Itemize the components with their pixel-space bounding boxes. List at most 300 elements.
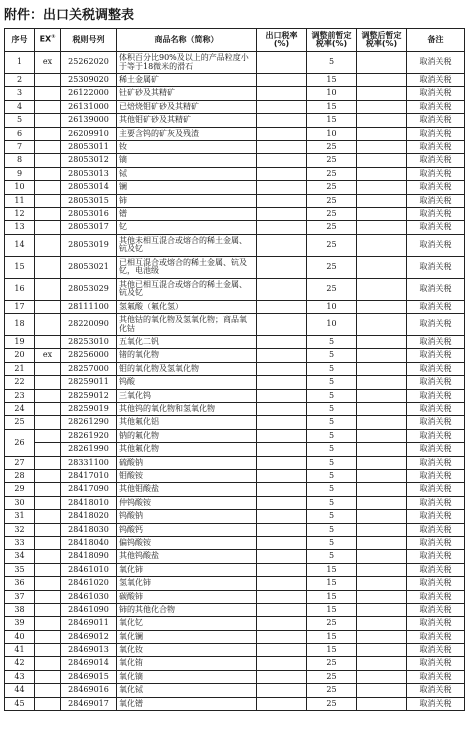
cell-ex (35, 577, 61, 590)
cell-seq: 12 (5, 207, 35, 220)
cell-rate (257, 234, 307, 256)
cell-ex: ex (35, 52, 61, 74)
cell-code: 28053017 (61, 221, 117, 234)
cell-ex (35, 657, 61, 670)
cell-ex (35, 100, 61, 113)
cell-seq: 27 (5, 456, 35, 469)
cell-rate (257, 496, 307, 509)
cell-code: 26122000 (61, 87, 117, 100)
cell-remark: 取消关税 (407, 234, 465, 256)
cell-before: 5 (307, 362, 357, 375)
cell-remark: 取消关税 (407, 127, 465, 140)
cell-after (357, 510, 407, 523)
cell-ex (35, 194, 61, 207)
cell-code: 28261290 (61, 416, 117, 429)
cell-name: 镝 (117, 154, 257, 167)
cell-seq: 28 (5, 469, 35, 482)
cell-after (357, 536, 407, 549)
cell-remark: 取消关税 (407, 670, 465, 683)
cell-seq: 14 (5, 234, 35, 256)
cell-code: 28331100 (61, 456, 117, 469)
cell-ex (35, 429, 61, 442)
cell-remark: 取消关税 (407, 349, 465, 362)
table-row (5, 670, 465, 683)
cell-name: 体积百分比90%及以上的产品粒度小于等于18微米的滑石 (117, 52, 257, 74)
cell-after (357, 300, 407, 313)
cell-name: 氧化铕 (117, 657, 257, 670)
cell-after (357, 657, 407, 670)
cell-rate (257, 52, 307, 74)
table-row (5, 684, 465, 697)
cell-after (357, 362, 407, 375)
cell-remark: 取消关税 (407, 657, 465, 670)
cell-ex (35, 496, 61, 509)
cell-ex (35, 154, 61, 167)
cell-name: 偏钨酸铵 (117, 536, 257, 549)
cell-ex (35, 510, 61, 523)
cell-remark: 取消关税 (407, 684, 465, 697)
cell-name: 其他已相互混合或熔合的稀土金属、钪及钇 (117, 278, 257, 300)
cell-seq: 10 (5, 181, 35, 194)
header-after: 调整后暂定税率(%) (357, 29, 407, 52)
cell-name: 镧 (117, 181, 257, 194)
cell-code: 28053012 (61, 154, 117, 167)
cell-after (357, 336, 407, 349)
cell-remark: 取消关税 (407, 603, 465, 616)
header-rate: 出口税率(%) (257, 29, 307, 52)
cell-remark: 取消关税 (407, 443, 465, 456)
cell-remark: 取消关税 (407, 496, 465, 509)
cell-remark: 取消关税 (407, 52, 465, 74)
table-row (5, 456, 465, 469)
cell-after (357, 630, 407, 643)
cell-rate (257, 154, 307, 167)
table-row (5, 256, 465, 278)
cell-after (357, 456, 407, 469)
cell-name: 铈的其他化合物 (117, 603, 257, 616)
cell-before: 15 (307, 74, 357, 87)
cell-seq: 17 (5, 300, 35, 313)
cell-before: 5 (307, 496, 357, 509)
cell-rate (257, 87, 307, 100)
header-seq: 序号 (5, 29, 35, 52)
cell-after (357, 496, 407, 509)
cell-rate (257, 349, 307, 362)
cell-before: 15 (307, 603, 357, 616)
cell-rate (257, 278, 307, 300)
cell-rate (257, 114, 307, 127)
header-code: 税则号列 (61, 29, 117, 52)
cell-after (357, 167, 407, 180)
cell-before: 15 (307, 563, 357, 576)
cell-rate (257, 469, 307, 482)
cell-before: 25 (307, 221, 357, 234)
cell-remark: 取消关税 (407, 278, 465, 300)
cell-remark: 取消关税 (407, 221, 465, 234)
cell-before: 15 (307, 644, 357, 657)
header-before: 调整前暂定税率(%) (307, 29, 357, 52)
cell-name: 铽 (117, 167, 257, 180)
cell-rate (257, 300, 307, 313)
table-row (5, 362, 465, 375)
cell-seq: 25 (5, 416, 35, 429)
table-row (5, 644, 465, 657)
cell-ex (35, 523, 61, 536)
cell-ex (35, 376, 61, 389)
cell-ex (35, 416, 61, 429)
cell-before: 5 (307, 52, 357, 74)
cell-rate (257, 403, 307, 416)
cell-name: 其他钨的氧化物和氢氧化物 (117, 403, 257, 416)
cell-before: 15 (307, 590, 357, 603)
cell-seq: 33 (5, 536, 35, 549)
cell-rate (257, 456, 307, 469)
cell-before: 10 (307, 300, 357, 313)
cell-rate (257, 362, 307, 375)
cell-name: 钼酸铵 (117, 469, 257, 482)
cell-name: 主要含钨的矿灰及残渣 (117, 127, 257, 140)
cell-after (357, 684, 407, 697)
cell-remark: 取消关税 (407, 630, 465, 643)
cell-ex (35, 697, 61, 710)
table-row (5, 416, 465, 429)
header-remark: 备注 (407, 29, 465, 52)
cell-name: 氧化镝 (117, 670, 257, 683)
cell-remark: 取消关税 (407, 314, 465, 336)
cell-seq: 21 (5, 362, 35, 375)
cell-name: 已相互混合或熔合的稀土金属、钪及钇，电池级 (117, 256, 257, 278)
table-row (5, 52, 465, 74)
cell-before: 25 (307, 617, 357, 630)
cell-before: 25 (307, 194, 357, 207)
cell-after (357, 234, 407, 256)
table-row (5, 336, 465, 349)
cell-ex (35, 181, 61, 194)
cell-remark: 取消关税 (407, 469, 465, 482)
cell-ex (35, 483, 61, 496)
cell-ex (35, 140, 61, 153)
cell-seq: 36 (5, 577, 35, 590)
cell-name: 稀土金属矿 (117, 74, 257, 87)
header-name: 商品名称（简称） (117, 29, 257, 52)
table-row (5, 469, 465, 482)
cell-after (357, 563, 407, 576)
cell-remark: 取消关税 (407, 429, 465, 442)
cell-rate (257, 181, 307, 194)
cell-code: 28053029 (61, 278, 117, 300)
cell-seq: 37 (5, 590, 35, 603)
cell-remark: 取消关税 (407, 114, 465, 127)
cell-code: 28418090 (61, 550, 117, 563)
cell-rate (257, 74, 307, 87)
cell-before: 5 (307, 456, 357, 469)
cell-code: 28418040 (61, 536, 117, 549)
cell-code: 25309020 (61, 74, 117, 87)
cell-code: 28053016 (61, 207, 117, 220)
cell-after (357, 154, 407, 167)
cell-before: 5 (307, 349, 357, 362)
cell-seq: 7 (5, 140, 35, 153)
table-row (5, 100, 465, 113)
cell-code: 28259011 (61, 376, 117, 389)
cell-name: 钨酸钙 (117, 523, 257, 536)
cell-code: 28261990 (61, 443, 117, 456)
cell-ex: ex (35, 349, 61, 362)
table-row (5, 603, 465, 616)
cell-before: 5 (307, 376, 357, 389)
cell-before: 25 (307, 684, 357, 697)
cell-remark: 取消关税 (407, 510, 465, 523)
cell-ex (35, 256, 61, 278)
cell-rate (257, 603, 307, 616)
cell-code: 28053011 (61, 140, 117, 153)
cell-rate (257, 167, 307, 180)
cell-after (357, 483, 407, 496)
cell-remark: 取消关税 (407, 100, 465, 113)
cell-ex (35, 362, 61, 375)
cell-remark: 取消关税 (407, 154, 465, 167)
table-row (5, 114, 465, 127)
cell-seq: 44 (5, 684, 35, 697)
cell-code: 28461090 (61, 603, 117, 616)
cell-name: 氧化镧 (117, 630, 257, 643)
cell-ex (35, 617, 61, 630)
cell-ex (35, 603, 61, 616)
table-row (5, 510, 465, 523)
table-row (5, 657, 465, 670)
cell-before: 25 (307, 670, 357, 683)
cell-seq: 20 (5, 349, 35, 362)
cell-before: 5 (307, 416, 357, 429)
cell-rate (257, 127, 307, 140)
cell-remark: 取消关税 (407, 697, 465, 710)
cell-seq: 4 (5, 100, 35, 113)
cell-ex (35, 684, 61, 697)
cell-seq: 16 (5, 278, 35, 300)
cell-name: 锗的氧化物 (117, 349, 257, 362)
cell-rate (257, 630, 307, 643)
tariff-adjustment-table (4, 28, 465, 711)
cell-code: 28469014 (61, 657, 117, 670)
cell-remark: 取消关税 (407, 181, 465, 194)
cell-ex (35, 443, 61, 456)
cell-seq: 39 (5, 617, 35, 630)
table-row (5, 483, 465, 496)
cell-before: 5 (307, 469, 357, 482)
cell-code: 26209910 (61, 127, 117, 140)
cell-seq: 23 (5, 389, 35, 402)
cell-before: 5 (307, 403, 357, 416)
cell-seq: 35 (5, 563, 35, 576)
cell-after (357, 403, 407, 416)
cell-seq: 6 (5, 127, 35, 140)
cell-after (357, 670, 407, 683)
cell-rate (257, 644, 307, 657)
cell-code: 28053015 (61, 194, 117, 207)
cell-before: 25 (307, 256, 357, 278)
cell-remark: 取消关税 (407, 416, 465, 429)
cell-code: 28418010 (61, 496, 117, 509)
table-row (5, 536, 465, 549)
cell-seq: 15 (5, 256, 35, 278)
header-ex (35, 29, 61, 52)
cell-before: 5 (307, 443, 357, 456)
table-header (5, 29, 465, 52)
cell-code: 28053019 (61, 234, 117, 256)
table-row (5, 697, 465, 710)
cell-seq: 19 (5, 336, 35, 349)
cell-seq: 30 (5, 496, 35, 509)
cell-seq: 3 (5, 87, 35, 100)
cell-after (357, 194, 407, 207)
cell-name: 钠的氟化物 (117, 429, 257, 442)
cell-after (357, 221, 407, 234)
cell-seq: 9 (5, 167, 35, 180)
cell-after (357, 469, 407, 482)
cell-rate (257, 389, 307, 402)
cell-before: 10 (307, 127, 357, 140)
cell-seq: 8 (5, 154, 35, 167)
cell-rate (257, 194, 307, 207)
cell-after (357, 100, 407, 113)
cell-before: 5 (307, 483, 357, 496)
cell-ex (35, 550, 61, 563)
cell-remark: 取消关税 (407, 207, 465, 220)
cell-ex (35, 536, 61, 549)
cell-after (357, 314, 407, 336)
cell-after (357, 697, 407, 710)
cell-seq: 1 (5, 52, 35, 74)
cell-code: 28220090 (61, 314, 117, 336)
cell-code: 28469011 (61, 617, 117, 630)
cell-ex (35, 127, 61, 140)
cell-ex (35, 314, 61, 336)
cell-ex (35, 469, 61, 482)
table-row (5, 630, 465, 643)
cell-code: 28257000 (61, 362, 117, 375)
cell-after (357, 550, 407, 563)
table-row (5, 550, 465, 563)
table-row (5, 429, 465, 442)
cell-seq: 22 (5, 376, 35, 389)
cell-code: 28469017 (61, 697, 117, 710)
cell-name: 钨酸钠 (117, 510, 257, 523)
cell-ex (35, 456, 61, 469)
cell-code: 28469016 (61, 684, 117, 697)
cell-seq: 18 (5, 314, 35, 336)
cell-seq: 2 (5, 74, 35, 87)
cell-before: 5 (307, 389, 357, 402)
cell-code: 28461010 (61, 563, 117, 576)
cell-after (357, 207, 407, 220)
cell-name: 氧化钕 (117, 644, 257, 657)
cell-remark: 取消关税 (407, 389, 465, 402)
cell-remark: 取消关税 (407, 456, 465, 469)
cell-remark: 取消关税 (407, 577, 465, 590)
cell-rate (257, 550, 307, 563)
table-row (5, 127, 465, 140)
cell-remark: 取消关税 (407, 362, 465, 375)
document-title: 附件：出口关税调整表 (4, 8, 135, 23)
table-row (5, 300, 465, 313)
table-row (5, 278, 465, 300)
cell-rate (257, 523, 307, 536)
cell-before: 25 (307, 140, 357, 153)
cell-rate (257, 563, 307, 576)
cell-after (357, 74, 407, 87)
cell-code: 28111100 (61, 300, 117, 313)
cell-code: 28469013 (61, 644, 117, 657)
cell-seq: 32 (5, 523, 35, 536)
cell-remark: 取消关税 (407, 590, 465, 603)
cell-name: 氧化铈 (117, 563, 257, 576)
cell-seq: 40 (5, 630, 35, 643)
cell-remark: 取消关税 (407, 140, 465, 153)
cell-name: 钇 (117, 221, 257, 234)
cell-ex (35, 670, 61, 683)
table-row (5, 563, 465, 576)
cell-code: 28259012 (61, 389, 117, 402)
cell-before: 5 (307, 550, 357, 563)
cell-after (357, 603, 407, 616)
cell-after (357, 349, 407, 362)
cell-after (357, 429, 407, 442)
table-row (5, 234, 465, 256)
cell-before: 5 (307, 510, 357, 523)
cell-rate (257, 536, 307, 549)
table-row (5, 194, 465, 207)
table-row (5, 523, 465, 536)
cell-seq: 42 (5, 657, 35, 670)
cell-code: 26131000 (61, 100, 117, 113)
cell-ex (35, 87, 61, 100)
cell-name: 碳酸铈 (117, 590, 257, 603)
cell-remark: 取消关税 (407, 483, 465, 496)
table-row (5, 74, 465, 87)
cell-after (357, 181, 407, 194)
cell-name: 其他钴的氧化物及氢氧化物；商品氧化钴 (117, 314, 257, 336)
cell-name: 氢氟酸（氟化氢） (117, 300, 257, 313)
table-body (5, 52, 465, 711)
cell-code: 28256000 (61, 349, 117, 362)
cell-code: 28417010 (61, 469, 117, 482)
cell-ex (35, 563, 61, 576)
cell-seq: 43 (5, 670, 35, 683)
table-row (5, 496, 465, 509)
cell-before: 10 (307, 87, 357, 100)
table-row (5, 617, 465, 630)
table-row (5, 389, 465, 402)
cell-code: 28469015 (61, 670, 117, 683)
cell-seq: 29 (5, 483, 35, 496)
cell-rate (257, 221, 307, 234)
cell-after (357, 389, 407, 402)
cell-rate (257, 376, 307, 389)
cell-rate (257, 256, 307, 278)
cell-code: 28461020 (61, 577, 117, 590)
cell-rate (257, 657, 307, 670)
cell-seq: 38 (5, 603, 35, 616)
cell-before: 25 (307, 234, 357, 256)
cell-code: 28253010 (61, 336, 117, 349)
cell-remark: 取消关税 (407, 523, 465, 536)
cell-seq: 11 (5, 194, 35, 207)
cell-rate (257, 314, 307, 336)
cell-after (357, 416, 407, 429)
table-row (5, 154, 465, 167)
cell-ex (35, 590, 61, 603)
cell-before: 15 (307, 630, 357, 643)
